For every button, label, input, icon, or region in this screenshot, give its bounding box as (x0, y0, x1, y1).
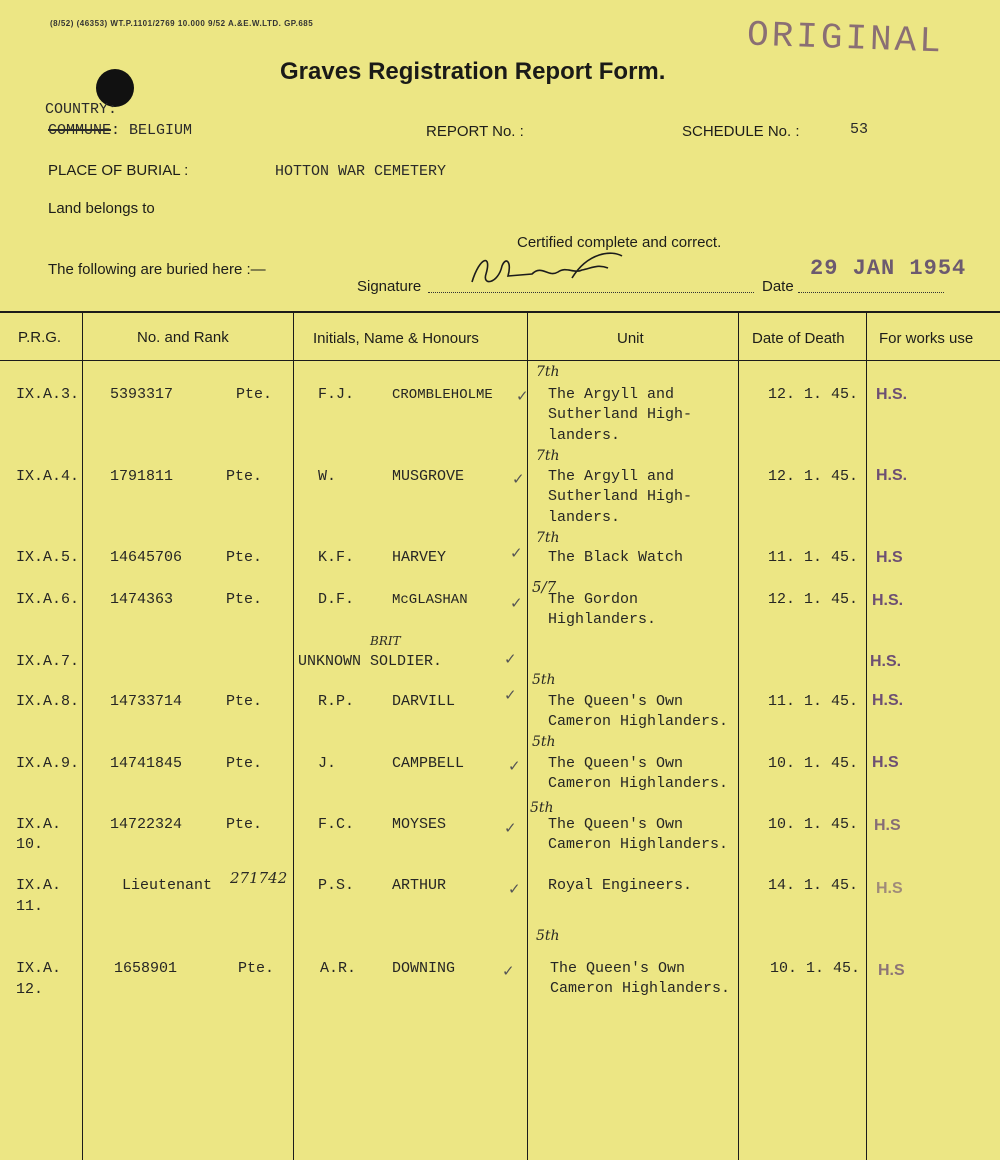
row-8-prg: IX.A. (16, 816, 62, 833)
row-7-number: 14741845 (110, 755, 183, 772)
commune-label: COMMUNE (48, 122, 112, 139)
row-3-battalion: 7th (536, 530, 560, 546)
row-8-unit-2: Cameron Highlanders. (548, 836, 729, 853)
row-9-number: 271742 (230, 869, 288, 887)
row-5-works: H.S. (870, 653, 902, 670)
schedule-label: SCHEDULE No. : (682, 123, 800, 140)
row-10-unit-2: Cameron Highlanders. (550, 980, 731, 997)
country-value: : BELGIUM (111, 122, 193, 139)
row-8-rank: Pte. (226, 816, 263, 833)
row-1-unit-2: Sutherland High- (548, 406, 693, 423)
row-4-unit-1: The Gordon (548, 591, 639, 608)
row-6-battalion: 5th (532, 672, 556, 688)
row-8-initials: F.C. (318, 816, 355, 833)
row-4-number: 1474363 (110, 591, 174, 608)
row-1-initials: F.J. (318, 386, 355, 403)
row-7-date: 10. 1. 45. (768, 755, 859, 772)
row-1-unit-1: The Argyll and (548, 386, 675, 403)
country-label: COUNTRY: (45, 101, 118, 118)
row-10-works: H.S (878, 962, 905, 979)
row-4-initials: D.F. (318, 591, 355, 608)
row-4-name: McGLASHAN (392, 592, 468, 608)
row-5-name: UNKNOWN SOLDIER. (298, 653, 443, 670)
print-code: (8/52) (46353) WT.P.1101/2769 10.000 9/52 A.&E.W.LTD. GP.685 (50, 19, 314, 28)
row-6-prg: IX.A.8. (16, 693, 80, 710)
place-value: HOTTON WAR CEMETERY (275, 163, 447, 180)
row-9-prg: IX.A. (16, 877, 62, 894)
row-6-initials: R.P. (318, 693, 355, 710)
row-4-prg: IX.A.6. (16, 591, 80, 608)
report-label: REPORT No. : (426, 123, 524, 140)
row-2-initials: W. (318, 468, 337, 485)
row-10-battalion: 5th (536, 928, 560, 944)
commune-row (48, 122, 192, 139)
row-1-number: 5393317 (110, 386, 174, 403)
row-2-unit-2: Sutherland High- (548, 488, 693, 505)
row-9-rank: Lieutenant (122, 877, 213, 894)
row-3-date: 11. 1. 45. (768, 549, 859, 566)
row-7-battalion: 5th (532, 734, 556, 750)
row-7-unit-1: The Queen's Own (548, 755, 684, 772)
form-title: Graves Registration Report Form. (280, 58, 666, 85)
signature-image (462, 244, 632, 294)
check-icon: ✓ (504, 687, 517, 704)
col-header-date: Date of Death (752, 330, 845, 347)
check-icon: ✓ (512, 471, 525, 488)
row-10-date: 10. 1. 45. (770, 960, 861, 977)
row-2-unit-3: landers. (548, 509, 621, 526)
row-1-name: CROMBLEHOLME (392, 387, 493, 403)
row-4-date: 12. 1. 45. (768, 591, 859, 608)
row-10-prg: IX.A. (16, 960, 62, 977)
row-5-note: BRIT (370, 634, 401, 648)
row-4-unit-2: Highlanders. (548, 611, 657, 628)
row-5-prg: IX.A.7. (16, 653, 80, 670)
row-3-name: HARVEY (392, 549, 447, 566)
row-2-name: MUSGROVE (392, 468, 465, 485)
row-1-date: 12. 1. 45. (768, 386, 859, 403)
check-icon: ✓ (508, 881, 521, 898)
row-2-prg: IX.A.4. (16, 468, 80, 485)
row-8-date: 10. 1. 45. (768, 816, 859, 833)
row-1-unit-3: landers. (548, 427, 621, 444)
check-icon: ✓ (504, 651, 517, 668)
row-7-prg: IX.A.9. (16, 755, 80, 772)
buried-label: The following are buried here :— (48, 261, 266, 278)
row-7-rank: Pte. (226, 755, 263, 772)
row-9-initials: P.S. (318, 877, 355, 894)
col-header-number-rank: No. and Rank (137, 329, 229, 346)
row-9-works: H.S (876, 880, 903, 897)
row-10-name: DOWNING (392, 960, 456, 977)
schedule-value: 53 (850, 121, 869, 138)
row-10-initials: A.R. (320, 960, 357, 977)
col-header-works: For works use (879, 330, 974, 347)
row-7-works: H.S (872, 754, 899, 771)
land-label: Land belongs to (48, 200, 155, 217)
row-8-prg-line-2: 10. (16, 836, 44, 853)
row-3-unit-1: The Black Watch (548, 549, 684, 566)
check-icon: ✓ (516, 388, 529, 405)
date-stamp: 29 JAN 1954 (810, 256, 967, 281)
check-icon: ✓ (504, 820, 517, 837)
row-3-prg: IX.A.5. (16, 549, 80, 566)
row-2-unit-1: The Argyll and (548, 468, 675, 485)
row-6-unit-2: Cameron Highlanders. (548, 713, 729, 730)
row-7-initials: J. (318, 755, 337, 772)
row-9-unit-1: Royal Engineers. (548, 877, 693, 894)
signature-label: Signature (357, 278, 422, 295)
row-2-battalion: 7th (536, 448, 560, 464)
row-7-unit-2: Cameron Highlanders. (548, 775, 729, 792)
row-1-battalion: 7th (536, 364, 560, 380)
check-icon: ✓ (502, 963, 515, 980)
row-3-initials: K.F. (318, 549, 355, 566)
row-8-works: H.S (874, 817, 901, 834)
row-1-prg: IX.A.3. (16, 386, 80, 403)
row-2-rank: Pte. (226, 468, 263, 485)
row-8-battalion: 5th (530, 800, 554, 816)
row-4-battalion: 5/7 (532, 578, 557, 596)
row-9-prg-line-2: 11. (16, 898, 44, 915)
date-label: Date (762, 278, 794, 295)
check-icon: ✓ (510, 545, 523, 562)
row-6-date: 11. 1. 45. (768, 693, 859, 710)
row-3-number: 14645706 (110, 549, 183, 566)
col-header-prg: P.R.G. (18, 329, 62, 346)
check-icon: ✓ (510, 595, 523, 612)
col-header-name: Initials, Name & Honours (313, 330, 479, 347)
certified-text: Certified complete and correct. (517, 234, 722, 251)
row-9-date: 14. 1. 45. (768, 877, 859, 894)
original-stamp: ORIGINAL (746, 14, 945, 63)
check-icon: ✓ (508, 758, 521, 775)
col-header-unit: Unit (617, 330, 644, 347)
row-6-number: 14733714 (110, 693, 183, 710)
row-7-name: CAMPBELL (392, 755, 465, 772)
row-2-works: H.S. (876, 467, 908, 484)
row-6-works: H.S. (872, 692, 904, 709)
row-3-rank: Pte. (226, 549, 263, 566)
row-2-number: 1791811 (110, 468, 174, 485)
row-3-works: H.S (876, 549, 903, 566)
row-10-unit-1: The Queen's Own (550, 960, 686, 977)
row-10-rank: Pte. (238, 960, 275, 977)
row-6-unit-1: The Queen's Own (548, 693, 684, 710)
row-1-works: H.S. (876, 386, 908, 403)
row-6-rank: Pte. (226, 693, 263, 710)
row-6-name: DARVILL (392, 693, 456, 710)
row-10-prg-line-2: 12. (16, 981, 44, 998)
row-10-number: 1658901 (114, 960, 178, 977)
row-9-name: ARTHUR (392, 877, 447, 894)
place-label: PLACE OF BURIAL : (48, 162, 189, 179)
row-4-rank: Pte. (226, 591, 263, 608)
row-8-number: 14722324 (110, 816, 183, 833)
row-8-unit-1: The Queen's Own (548, 816, 684, 833)
row-1-rank: Pte. (236, 386, 273, 403)
row-4-works: H.S. (872, 592, 904, 609)
row-8-name: MOYSES (392, 816, 447, 833)
row-2-date: 12. 1. 45. (768, 468, 859, 485)
